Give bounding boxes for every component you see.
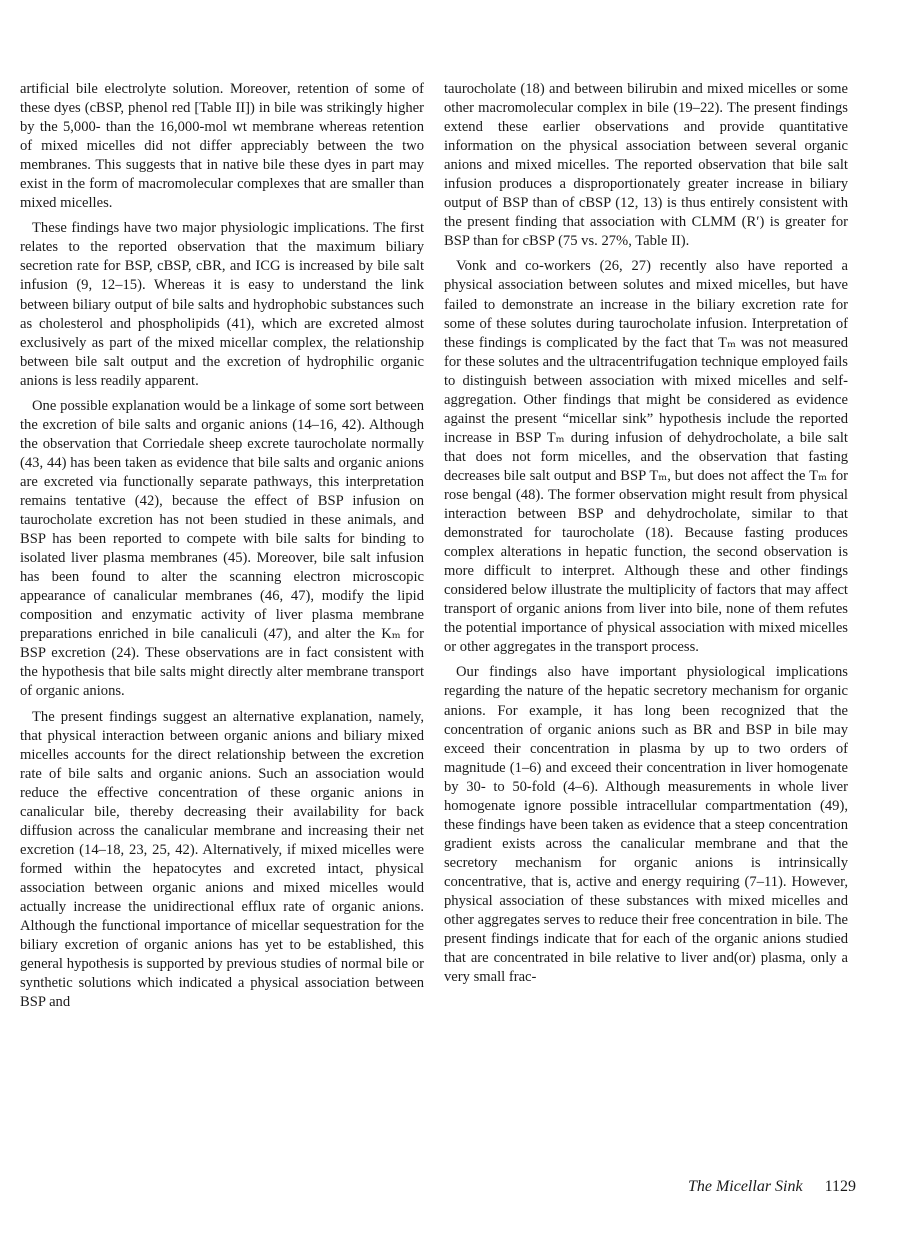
paragraph: taurocholate (18) and between bilirubin and mixed micelles or some other macromolecular complex in bile (19–22). The present findings extend these earlier observations and provide quantitative information on the physical association between several organic anions and mixed micelles. The reported observation that bile salt infusion produces a disproportionately greater increase in biliary output of BSP than of cBSP (12, 13) is thus entirely consistent with the present finding that association with CLMM (R′) is greater for BSP than for cBSP (75 vs. 27%, Table II). — [444, 81, 848, 250]
running-title: The Micellar Sink — [687, 1178, 803, 1195]
paragraph: One possible explanation would be a linkage of some sort between the excretion of bile salts and organic anions (14–16, 42). Although the observation that Corriedale sheep excrete taurocholate normally (43, 44) has been taken as evidence that bile salts and organic anions are excreted via functionally separate pathways, this interpretation remains tentative (42), because the effect of BSP infusion on taurocholate excretion has not been studied in these animals, and BSP has been reported to compete with bile salts for binding to isolated liver plasma membranes (45). Moreover, bile salt infusion has been found to alter the scanning electron microscopic appearance of canalicular membranes (46, 47), modify the lipid composition and enzymatic activity of liver plasma membrane preparations enriched in bile canaliculi (47), and alter the Kₘ for BSP excretion (24). These observations are in fact consistent with the hypothesis that bile salts might directly alter membrane transport of organic anions. — [20, 397, 424, 700]
paragraph: These findings have two major physiologic implications. The first relates to the reported observation that the maximum biliary secretion rate for BSP, cBSP, cBR, and ICG is increased by bile salt infusion (9, 12–15). Whereas it is easy to understand the link between biliary output of bile salts and hydrophobic substances such as cholesterol and phospholipids (41), which are excreted almost exclusively as part of the mixed micellar complex, the relationship between bile salt output and the excretion of hydrophilic organic anions is less readily apparent. — [20, 220, 424, 389]
paragraph: Vonk and co-workers (26, 27) recently also have reported a physical association between solutes and mixed micelles, but have failed to demonstrate an increase in the biliary excretion rate for some of these solutes during taurocholate infusion. Interpretation of these findings is complicated by the fact that Tₘ was not measured for these solutes and the ultracentrifugation technique employed fails to distinguish between association with mixed micelles and self-aggregation. Other findings that might be considered as evidence against the present “micellar sink” hypothesis include the reported increase in BSP Tₘ during infusion of dehydrocholate, a bile salt that does not form micelles, and the observation that fasting decreases bile salt output and BSP Tₘ, but does not affect the Tₘ for rose bengal (48). The former observation might result from physical interaction between BSP and dehydrocholate, similar to that demonstrated for taurocholate (18). Because fasting produces complex alterations in hepatic function, the second observation is more difficult to interpret. Although these and other findings considered below illustrate the multiplicity of factors that may affect transport of organic anions from liver into bile, none of them refutes the potential importance of physical association with mixed micelles or other aggregates in the transport process. — [444, 258, 848, 656]
left-column — [20, 80, 424, 1018]
paragraph: The present findings suggest an alternative explanation, namely, that physical interaction between organic anions and biliary mixed micelles accounts for the direct relationship between the excretion rate of bile salts and organic anions. Such an association would reduce the effective concentration of these organic anions in canalicular bile, thereby decreasing their availability for back diffusion across the canalicular membrane and increasing their net excretion (14–18, 23, 25, 42). Alternatively, if mixed micelles were formed within the hepatocytes and excreted intact, physical association between organic anions and mixed micelles would actually increase the unidirectional efflux rate of organic anions. Although the functional importance of micellar sequestration for the biliary excretion of organic anions has yet to be established, this general hypothesis is supported by previous studies of normal bile or synthetic solutions which indicated a physical association between BSP and — [20, 708, 424, 1011]
paragraph: artificial bile electrolyte solution. Moreover, retention of some of these dyes (cBSP, phenol red [Table II]) in bile was strikingly higher by the 5,000- than the 16,000-mol wt membrane whereas retention of mixed micelles did not differ appreciably between the two membranes. This suggests that in native bile these dyes in part may exist in the form of macromolecular complexes that are smaller than mixed micelles. — [20, 81, 424, 212]
right-column — [444, 80, 848, 993]
paragraph: Our findings also have important physiological implications regarding the nature of the hepatic secretory mechanism for organic anions. For example, it has long been recognized that the concentration of organic anions such as BR and BSP in bile may exceed their concentration in plasma by up to two orders of magnitude (1–6) and exceed their concentration in liver homogenate by 30- to 50-fold (4–6). Although measurements in whole liver homogenate ignore possible intracellular compartmentation (49), these findings have been taken as evidence that a steep concentration gradient exists across the canalicular membrane and that the secretory mechanism for organic anions is intrinsically concentrative, that is, active and energy requiring (7–11). However, physical association of these substances with mixed micelles and other aggregates serves to reduce their free concentration in bile. The present findings indicate that for each of the organic anions studied that are concentrated in bile relative to liver and(or) plasma, only a very small frac- — [444, 664, 848, 986]
page-number: 1129 — [824, 1178, 856, 1195]
page-footer — [688, 1178, 856, 1196]
